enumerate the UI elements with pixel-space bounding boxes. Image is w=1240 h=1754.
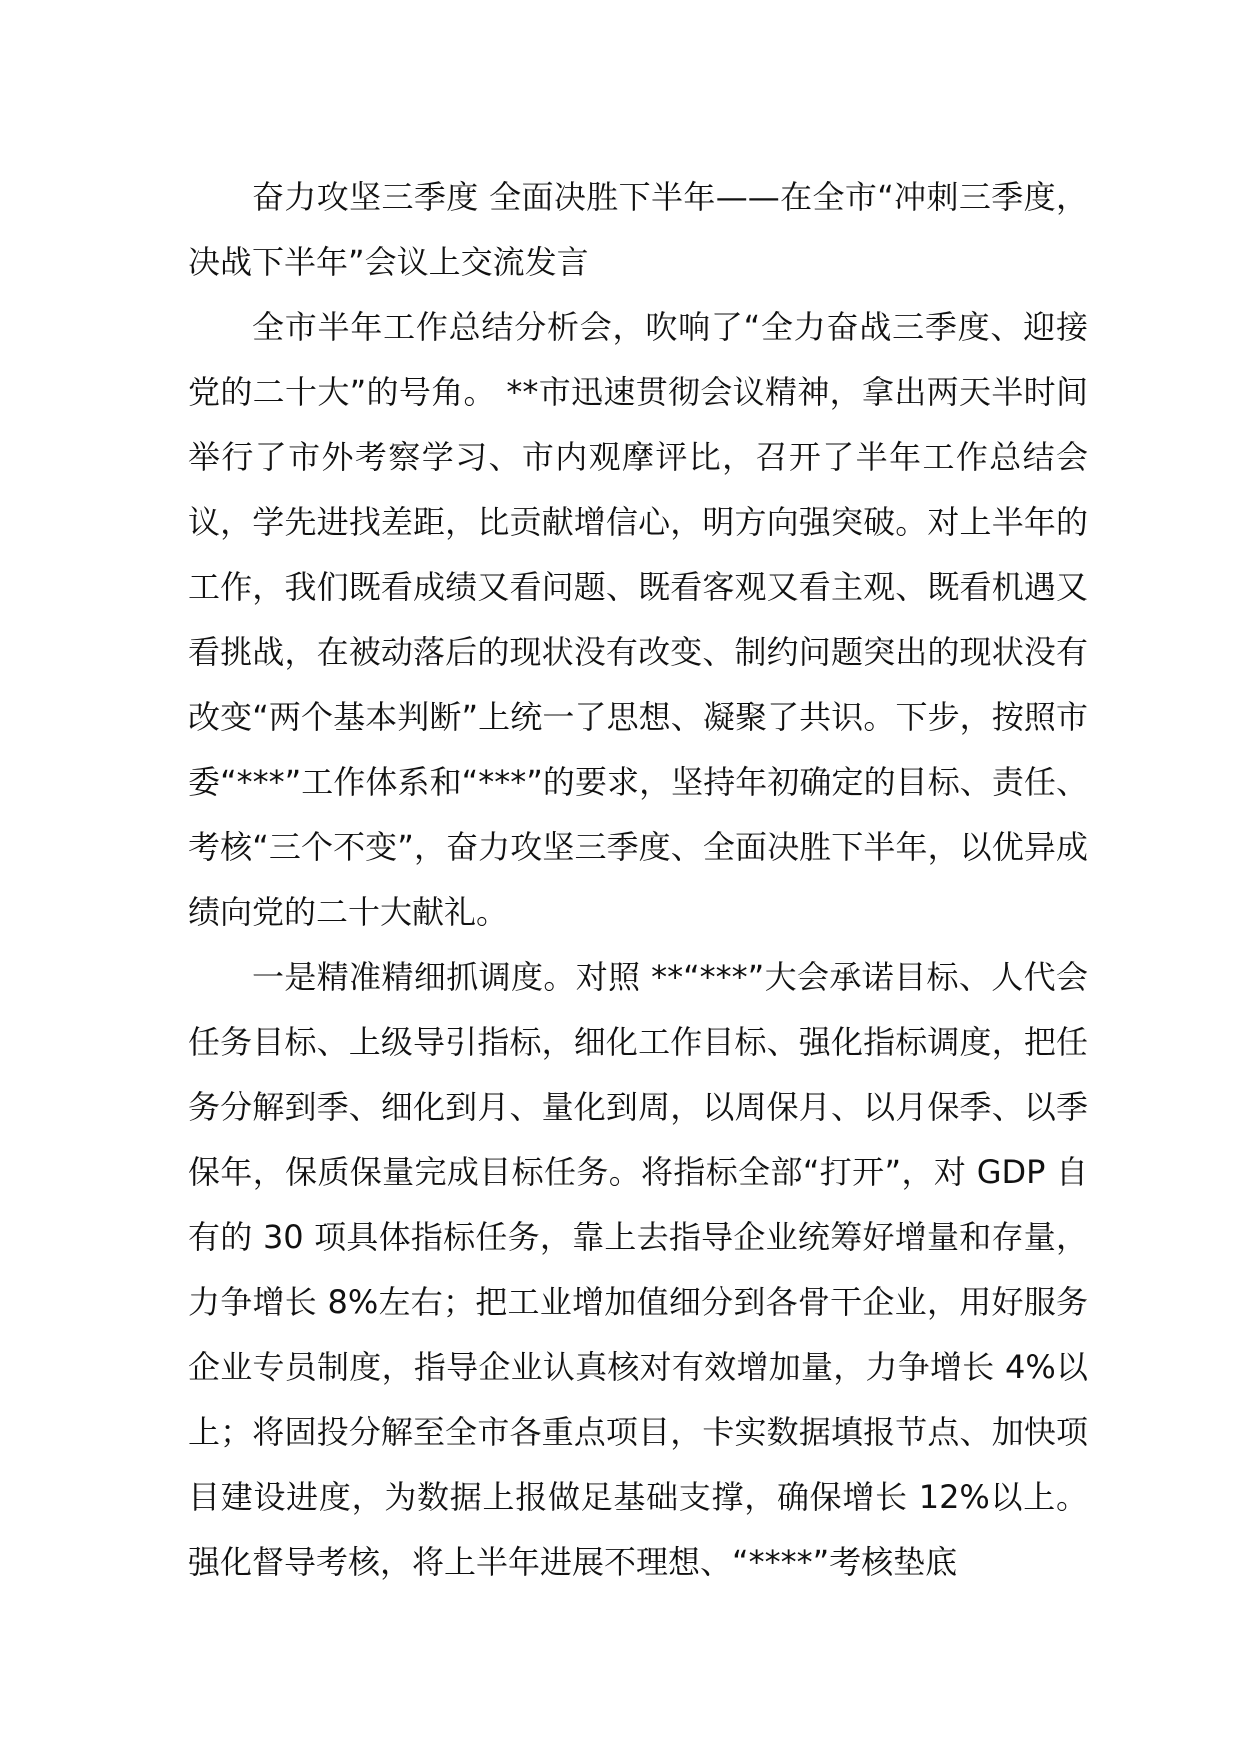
paragraph-point-one: 一是精准精细抓调度。对照 **“***”大会承诺目标、人代会任务目标、上级导引指标，细化工作目标、强化指标调度，把任务分解到季、细化到月、量化到周，以周保月、以月保季、以季保年，保质保量完成目标任务。将指标全部“打开”，对 GDP 自有的 30 项具体指标任务，靠上去指导企业统筹好增量和存量，力争增长 8%左右；把工业增加值细分到各骨干企业，用好服务企业专员制度，指导企业认真核对有效增加量，力争增长 4%以上；将固投分解至全市各重点项目，卡实数据填报节点、加快项目建设进度，为数据上报做足基础支撑，确保增长 12%以上。强化督导考核，将上半年进展不理想、“****”考核垫底 bbox=[188, 958, 1088, 1581]
paragraph-intro: 全市半年工作总结分析会，吹响了“全力奋战三季度、迎接党的二十大”的号角。 **市迅速贯彻会议精神，拿出两天半时间举行了市外考察学习、市内观摩评比，召开了半年工作总结会议，学先进找差距，比贡献增信心，明方向强突破。对上半年的工作，我们既看成绩又看问题、既看客观又看主观、既看机遇又看挑战，在被动落后的现状没有改变、制约问题突出的现状没有改变“两个基本判断”上统一了思想、凝聚了共识。下步，按照市委“***”工作体系和“***”的要求，坚持年初确定的目标、责任、考核“三个不变”，奋力攻坚三季度、全面决胜下半年，以优异成绩向党的二十大献礼。 bbox=[188, 308, 1088, 931]
document-body bbox=[188, 165, 1088, 1595]
document-title: 奋力攻坚三季度 全面决胜下半年——在全市“冲刺三季度，决战下半年”会议上交流发言 bbox=[188, 178, 1088, 281]
